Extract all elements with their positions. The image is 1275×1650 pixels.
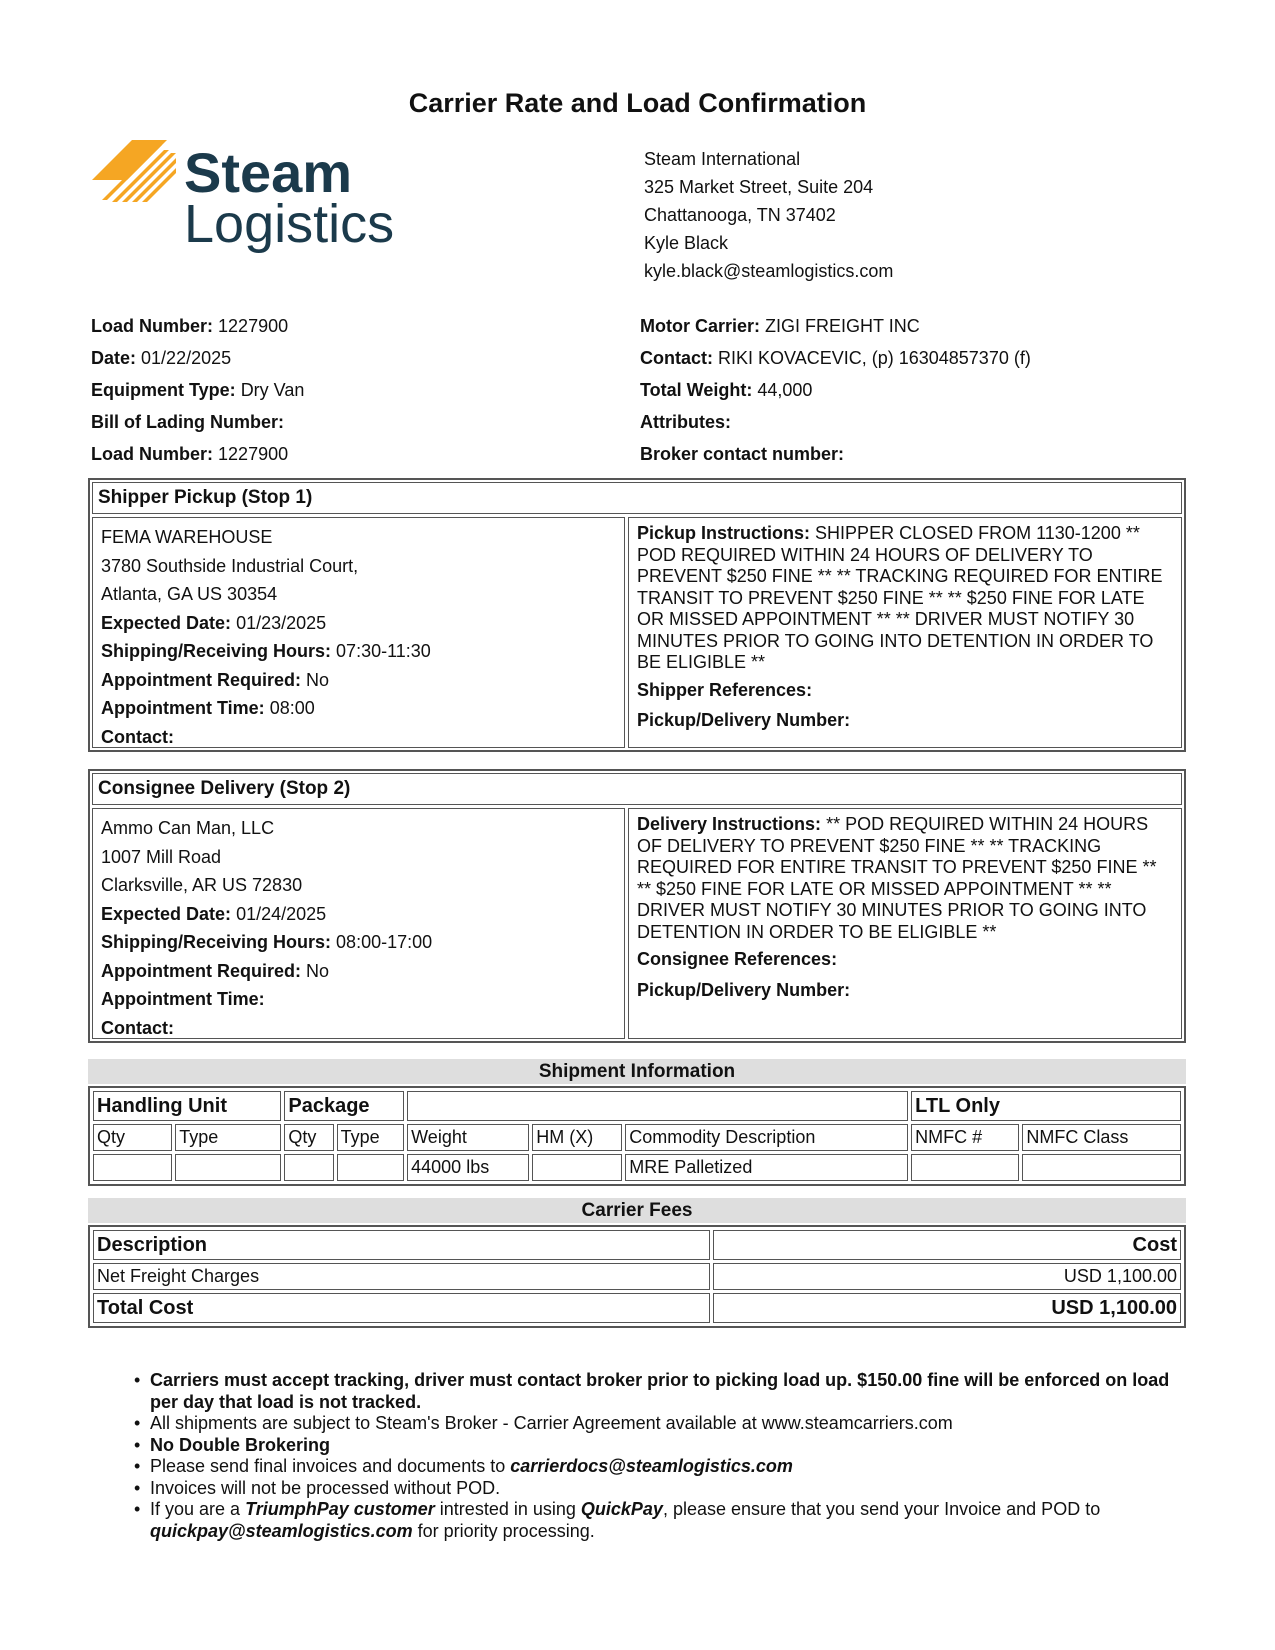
load-number-value-2: 1227900: [218, 444, 289, 464]
terms-list: [134, 1370, 1184, 1542]
pickup-appt-req-label: Appointment Required:: [101, 669, 301, 690]
equipment-value: Dry Van: [240, 380, 305, 400]
carrier-info: [640, 310, 1031, 470]
col-nmfc-class: NMFC Class: [1022, 1124, 1181, 1151]
bol-label: Bill of Lading Number:: [91, 412, 284, 432]
shipment-info-heading: Shipment Information: [88, 1059, 1186, 1084]
delivery-location: [92, 808, 625, 1039]
fee-cost: USD 1,100.00: [713, 1263, 1181, 1290]
col-package-qty: Qty: [284, 1124, 333, 1151]
note-quickpay-pre: If you are a: [150, 1499, 246, 1519]
shipper-references: [637, 676, 1173, 705]
pickup-contact-label: Contact:: [101, 726, 174, 747]
quickpay-text: QuickPay: [580, 1499, 663, 1519]
pickup-expected-label: Expected Date:: [101, 612, 232, 633]
delivery-hours-row: [101, 928, 616, 957]
pickup-hours-value: 07:30-11:30: [336, 641, 431, 661]
col-nmfc: NMFC #: [911, 1124, 1019, 1151]
pickup-heading: Shipper Pickup (Stop 1): [92, 482, 1182, 514]
pickup-location: [92, 517, 625, 748]
delivery-appt-time-label: Appointment Time:: [101, 989, 265, 1009]
carrier-contact-value: RIKI KOVACEVIC, (p) 16304857370 (f): [718, 348, 1031, 368]
load-number-value: 1227900: [218, 316, 289, 336]
cell-hm: [532, 1154, 622, 1181]
fees-col-cost: Cost: [713, 1230, 1181, 1260]
delivery-hours-label: Shipping/Receiving Hours:: [101, 932, 332, 952]
carrier-fees-heading: Carrier Fees: [88, 1198, 1186, 1223]
broker-contact: Kyle Black: [644, 233, 729, 253]
list-item: [134, 1499, 1184, 1542]
pickup-name: FEMA WAREHOUSE: [101, 527, 273, 547]
delivery-expected-label: Expected Date:: [101, 903, 232, 924]
list-item: [134, 1370, 1184, 1413]
pickup-address-line1: 3780 Southside Industrial Court,: [101, 555, 359, 576]
carrier-contact-label: Contact:: [640, 348, 713, 368]
carrier-row: [640, 310, 1031, 342]
pickup-appt-time-label: Appointment Time:: [101, 698, 265, 718]
delivery-appt-req-label: Appointment Required:: [101, 960, 301, 981]
broker-email: kyle.black@steamlogistics.com: [644, 261, 894, 281]
note-invoices-text: Please send final invoices and documents to: [150, 1456, 511, 1476]
weight-row: [640, 374, 1031, 406]
quickpay-email-link[interactable]: quickpay@steamlogistics.com: [150, 1520, 413, 1541]
fees-col-description: Description: [93, 1230, 710, 1260]
table-row: [93, 1263, 1181, 1290]
date-value: 01/22/2025: [141, 348, 232, 368]
delivery-pd-number: [637, 976, 1173, 1005]
col-type: Type: [175, 1124, 281, 1151]
delivery-instructions-text: ** POD REQUIRED WITHIN 24 HOURS OF DELIVERY TO PREVENT $250 FINE ** ** TRACKING REQUIRED FOR ENTIRE TRANSIT TO PREVENT $250 FINE ** ** $250 FINE FOR LATE OR MISSED APPOINTMENT ** ** DRIVER MUST NOTIFY 30 MINUTES PRIOR TO GOING INTO DETENTION IN ORDER TO BE ELIGIBLE **: [637, 814, 1157, 942]
cell-package-qty: [284, 1154, 333, 1181]
col-commodity: Commodity Description: [625, 1124, 908, 1151]
pickup-appt-req-row: [101, 666, 616, 695]
total-cost-label: Total Cost: [93, 1293, 710, 1323]
pickup-pd-number: [637, 706, 1173, 735]
pickup-expected-value: 01/23/2025: [236, 612, 327, 633]
weight-value: 44,000: [757, 380, 813, 400]
consignee-references: [637, 945, 1173, 974]
load-number-row-2: [91, 438, 304, 470]
attributes-row: [640, 406, 1031, 438]
carrier-contact-row: [640, 342, 1031, 374]
delivery-expected-value: 01/24/2025: [236, 903, 327, 924]
load-number-label: Load Number:: [91, 316, 214, 336]
broker-address-line1: 325 Market Street, Suite 204: [644, 177, 874, 197]
delivery-appt-req-row: [101, 957, 616, 986]
list-item: [134, 1435, 1184, 1457]
date-label: Date:: [91, 348, 137, 368]
cell-type: [175, 1154, 281, 1181]
cell-package-type: [337, 1154, 405, 1181]
ltl-only-header: LTL Only: [911, 1091, 1181, 1121]
shipper-references-label: Shipper References:: [637, 679, 813, 700]
weight-label: Total Weight:: [640, 380, 753, 400]
delivery-pd-number-label: Pickup/Delivery Number:: [637, 979, 851, 1000]
pickup-section: [88, 478, 1186, 752]
cell-nmfc: [911, 1154, 1019, 1181]
col-qty: Qty: [93, 1124, 172, 1151]
col-weight: Weight: [407, 1124, 529, 1151]
list-item: [134, 1478, 1184, 1500]
broker-name: Steam International: [644, 149, 801, 169]
steam-logistics-logo: [92, 140, 422, 265]
shipment-column-header: [93, 1124, 1181, 1151]
equipment-label: Equipment Type:: [91, 380, 236, 400]
package-header: Package: [284, 1091, 404, 1121]
broker-address-block: [644, 145, 893, 285]
blank-header: [407, 1091, 908, 1121]
pickup-hours-label: Shipping/Receiving Hours:: [101, 641, 332, 661]
carrier-value: ZIGI FREIGHT INC: [765, 316, 920, 336]
date-row: [91, 342, 304, 374]
delivery-heading: Consignee Delivery (Stop 2): [92, 773, 1182, 805]
fees-total-row: [93, 1293, 1181, 1323]
note-quickpay-mid: intrested in using: [434, 1499, 581, 1519]
delivery-address-line1: 1007 Mill Road: [101, 846, 222, 867]
list-item: [134, 1456, 1184, 1478]
consignee-references-label: Consignee References:: [637, 949, 838, 969]
pickup-appt-time-value: 08:00: [269, 698, 315, 718]
delivery-instructions: [637, 814, 1173, 943]
note-tracking: Carriers must accept tracking, driver must contact broker prior to picking load up. $150.00 fine will be enforced on load per day that load is not tracked.: [150, 1370, 1170, 1412]
note-agreement: All shipments are subject to Steam's Broker - Carrier Agreement available at www.steamcarriers.com: [150, 1413, 953, 1433]
logo-word-steam: Steam: [184, 141, 353, 204]
delivery-expected-row: [101, 900, 616, 929]
carrierdocs-email-link[interactable]: carrierdocs@steamlogistics.com: [510, 1456, 793, 1476]
total-cost-value: USD 1,100.00: [713, 1293, 1181, 1323]
load-number-row: [91, 310, 304, 342]
fee-description: Net Freight Charges: [93, 1263, 710, 1290]
delivery-appt-req-value: No: [306, 960, 330, 981]
delivery-section: [88, 769, 1186, 1043]
delivery-appt-time-row: [101, 985, 616, 1014]
cell-weight: 44000 lbs: [407, 1154, 529, 1181]
pickup-instructions: [637, 523, 1173, 674]
note-quickpay-post: , please ensure that you send your Invoice and POD to: [662, 1499, 1101, 1519]
load-info: [91, 310, 304, 470]
broker-contact-label: Broker contact number:: [640, 444, 845, 464]
table-row: [93, 1154, 1181, 1181]
pickup-instructions-text: SHIPPER CLOSED FROM 1130-1200 ** POD REQUIRED WITHIN 24 HOURS OF DELIVERY TO PREVENT $250 FINE ** ** TRACKING REQUIRED FOR ENTIRE TRANSIT TO PREVENT $250 FINE ** ** $250 FINE FOR LATE OR MISSED APPOINTMENT ** ** DRIVER MUST NOTIFY 30 MINUTES PRIOR TO GOING INTO DETENTION IN ORDER TO BE ELIGIBLE **: [637, 523, 1163, 672]
shipment-table: [88, 1086, 1186, 1186]
carrier-fees-table: [88, 1225, 1186, 1328]
delivery-contact-label: Contact:: [101, 1017, 174, 1038]
cell-commodity: MRE Palletized: [625, 1154, 908, 1181]
pickup-appt-req-value: No: [306, 669, 330, 690]
delivery-instructions-label: Delivery Instructions:: [637, 814, 822, 834]
delivery-instructions-cell: [628, 808, 1182, 1039]
pickup-contact-row: [101, 723, 616, 752]
delivery-hours-value: 08:00-17:00: [336, 932, 433, 952]
triumphpay-text: TriumphPay customer: [245, 1499, 435, 1519]
broker-contact-row: [640, 438, 1031, 470]
pickup-instructions-label: Pickup Instructions:: [637, 523, 811, 543]
equipment-row: [91, 374, 304, 406]
fees-header-row: [93, 1230, 1181, 1260]
logo-word-logistics: Logistics: [184, 194, 395, 254]
note-quickpay-end: for priority processing.: [412, 1520, 595, 1541]
shipment-group-header: [93, 1091, 1181, 1121]
bol-row: [91, 406, 304, 438]
pickup-appt-time-row: [101, 694, 616, 723]
attributes-label: Attributes:: [640, 412, 731, 432]
col-hm: HM (X): [532, 1124, 622, 1151]
note-no-double-brokering: No Double Brokering: [150, 1434, 331, 1455]
list-item: [134, 1413, 1184, 1435]
broker-address-line2: Chattanooga, TN 37402: [644, 205, 836, 225]
pickup-hours-row: [101, 637, 616, 666]
cell-nmfc-class: [1022, 1154, 1181, 1181]
pickup-pd-number-label: Pickup/Delivery Number:: [637, 710, 851, 730]
pickup-address-line2: Atlanta, GA US 30354: [101, 584, 278, 604]
delivery-address-line2: Clarksville, AR US 72830: [101, 875, 303, 895]
delivery-contact-row: [101, 1014, 616, 1043]
delivery-name: Ammo Can Man, LLC: [101, 818, 275, 838]
note-pod: Invoices will not be processed without POD.: [150, 1477, 501, 1498]
cell-qty: [93, 1154, 172, 1181]
col-package-type: Type: [337, 1124, 405, 1151]
handling-unit-header: Handling Unit: [93, 1091, 281, 1121]
pickup-instructions-cell: [628, 517, 1182, 748]
page-title: Carrier Rate and Load Confirmation: [408, 88, 867, 118]
carrier-label: Motor Carrier:: [640, 316, 761, 336]
load-number-label-2: Load Number:: [91, 444, 214, 464]
pickup-expected-row: [101, 609, 616, 638]
